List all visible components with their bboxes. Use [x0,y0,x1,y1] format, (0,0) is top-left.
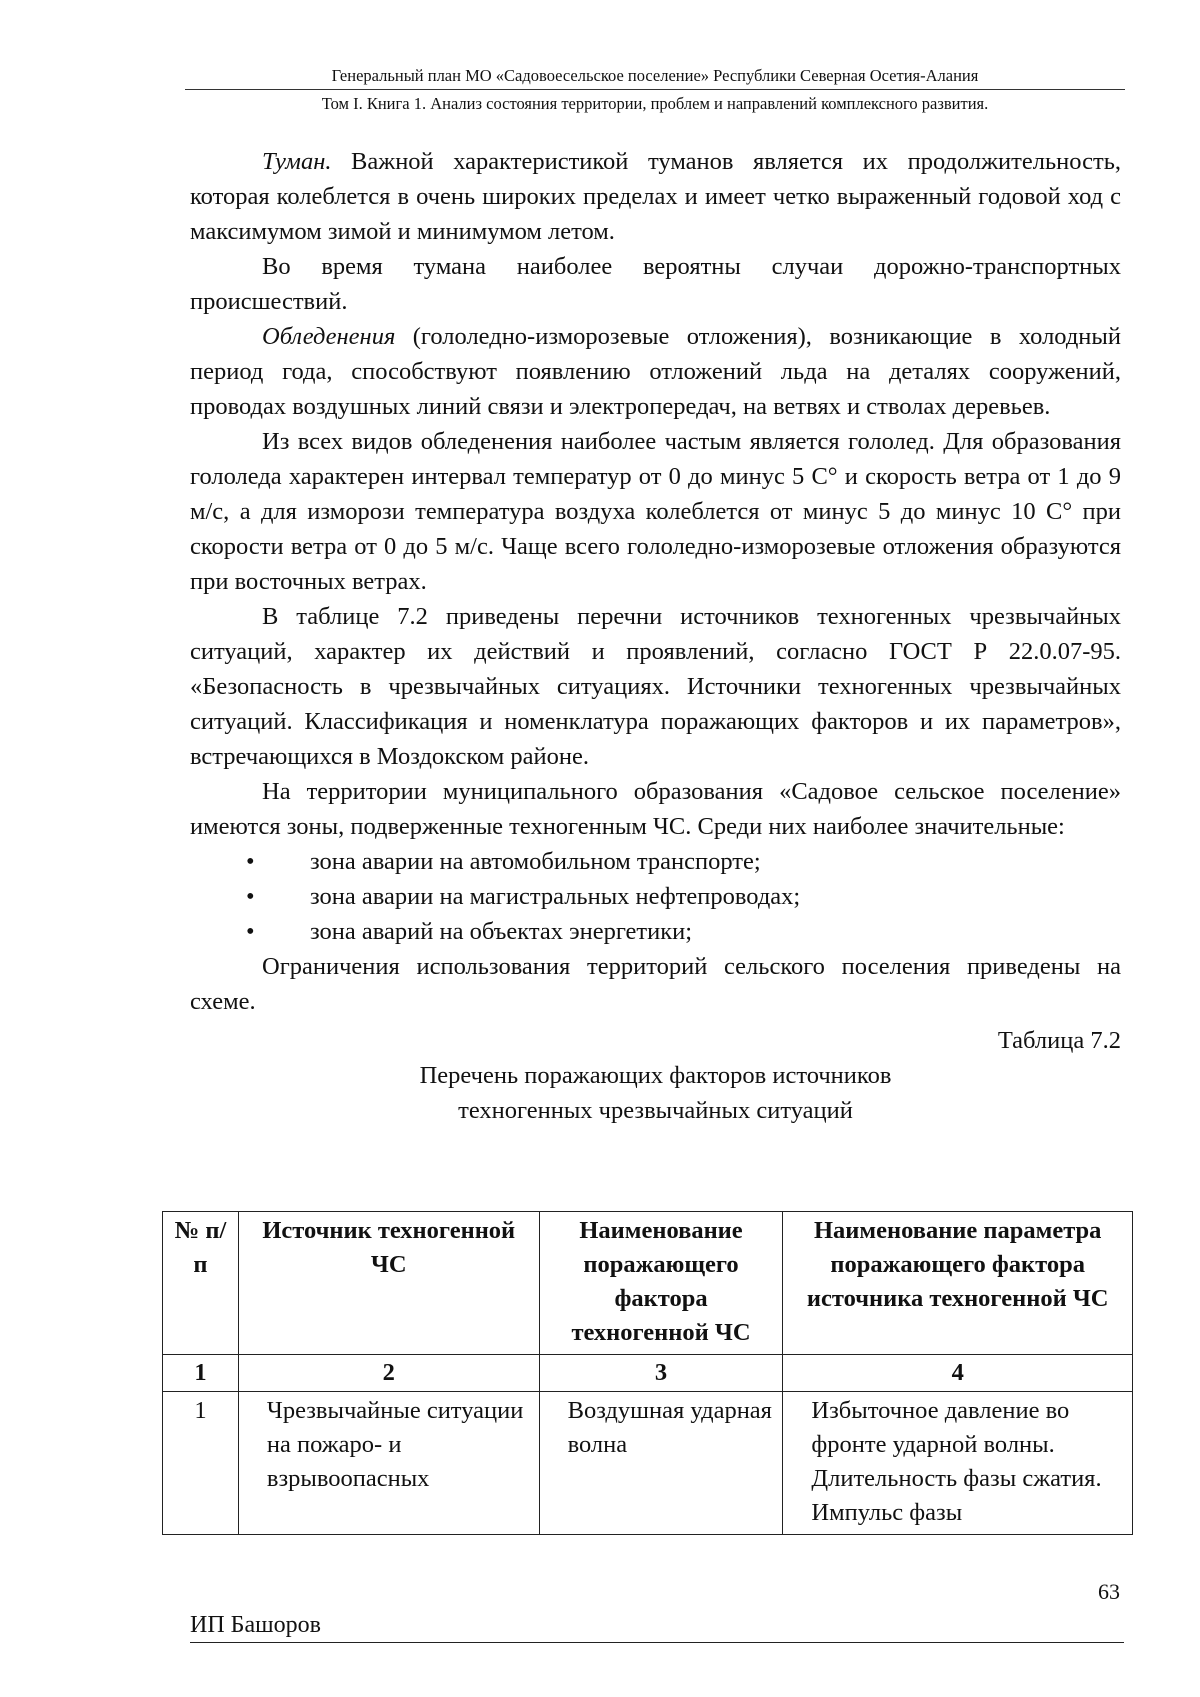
bullet-icon: • [246,883,255,910]
table-header-cell: Наименование параметра поражающего фактора источника техногенной ЧС [783,1212,1133,1355]
table-header-cell: Наименование поражающего фактора техногенной ЧС [539,1212,783,1355]
bullet-icon: • [246,918,255,945]
page-number: 63 [1098,1579,1120,1604]
hazard-factors-table [162,1211,1133,1535]
list-item: • зона аварий на объектах энергетики; [190,914,1121,949]
table-header-cell: Источник техногенной ЧС [238,1212,539,1355]
paragraph-fog-accidents: Во время тумана наиболее вероятны случаи дорожно-транспортных происшествий. [190,253,1121,315]
table-header-row [163,1212,1133,1355]
paragraph-table-reference: В таблице 7.2 приведены перечни источников техногенных чрезвычайных ситуаций, характер их действий и проявлений, согласно ГОСТ Р 22.0.07-95. «Безопасность в чрезвычайных ситуациях. Источники техногенных чрезвычайных ситуаций. Классификация и номенклатура поражающих факторов и их параметров», встречающихся в Моздокском районе. [190,603,1121,770]
running-header [185,66,1125,114]
paragraph-restrictions: Ограничения использования территорий сельского поселения приведены на схеме. [190,953,1121,1015]
paragraph-fog: Туман. Важной характеристикой туманов является их продолжительность, которая колеблется в очень широких пределах и имеет четко выраженный годовой ход с максимумом зимой и минимумом летом. [190,148,1121,245]
table-title-line2: техногенных чрезвычайных ситуаций [458,1097,853,1124]
paragraph-icing: Обледенения (гололедно-изморозевые отложения), возникающие в холодный период года, способствуют появлению отложений льда на деталях сооружений, проводах воздушных линий связи и электропередач, на ветвях и стволах деревьев. [190,323,1121,420]
paragraph-glaze: Из всех видов обледенения наиболее частым является гололед. Для образования гололеда характерен интервал температур от 0 до минус 5 С° и скорость ветра от 1 до 9 м/с, а для изморози температура воздуха колеблется от минус 5 до минус 10 С° при скорости ветра от 0 до 5 м/с. Чаще всего гололедно-изморозевые отложения образуются при восточных ветрах. [190,428,1121,595]
term-icing: Обледенения [262,323,396,350]
table-column-number-row [163,1355,1133,1392]
table-label: Таблица 7.2 [997,1027,1121,1054]
document-body [190,144,1121,1128]
term-fog: Туман. [262,148,332,175]
column-number: 4 [783,1355,1133,1392]
header-subtitle: Том I. Книга 1. Анализ состояния территории, проблем и направлений комплексного развития. [321,94,989,113]
table-row [163,1392,1133,1535]
column-number: 3 [539,1355,783,1392]
table-cell: 1 [163,1392,239,1535]
table-cell: Чрезвычайные ситуации на пожаро- и взрывоопасных [238,1392,539,1535]
table-cell: Избыточное давление во фронте ударной волны. Длительность фазы сжатия. Импульс фазы [783,1392,1133,1535]
table-cell: Воздушная ударная волна [539,1392,783,1535]
hazard-zone-list [190,844,1121,949]
column-number: 1 [163,1355,239,1392]
column-number: 2 [238,1355,539,1392]
list-item: • зона аварии на автомобильном транспорте; [190,844,1121,879]
bullet-icon: • [246,848,255,875]
paragraph-hazard-zones: На территории муниципального образования «Садовое сельское поселение» имеются зоны, подверженные техногенным ЧС. Среди них наиболее значительные: [190,778,1121,840]
table-title-line1: Перечень поражающих факторов источников [419,1062,892,1089]
list-item: • зона аварии на магистральных нефтепроводах; [190,879,1121,914]
footer-author: ИП Башоров [190,1610,1124,1643]
table-header-cell: № п/п [163,1212,239,1355]
header-title: Генеральный план МО «Садовоесельское поселение» Республики Северная Осетия-Алания [185,66,1125,90]
